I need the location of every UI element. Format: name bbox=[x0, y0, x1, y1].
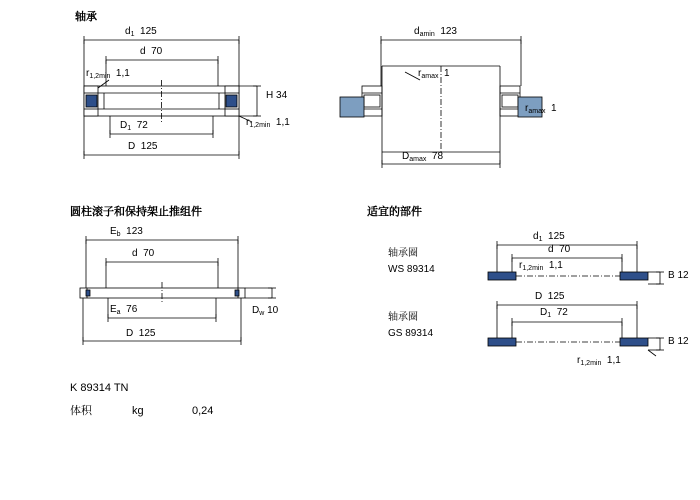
bearing-d1-symbol: d bbox=[125, 26, 131, 37]
washer2-r12min-value: 1,1 bbox=[606, 355, 621, 366]
roller-D-value: 125 bbox=[138, 328, 156, 339]
roller-mass-value: 0,24 bbox=[192, 405, 214, 417]
washer1-d1-dimension bbox=[533, 232, 565, 243]
roller-Eb-symbol: E bbox=[110, 226, 117, 237]
bearing-d1-dimension bbox=[125, 27, 157, 38]
washer1-B-dimension bbox=[668, 271, 689, 281]
washer2-D-symbol: D bbox=[535, 291, 543, 302]
roller-designation: K 89314 TN bbox=[70, 382, 129, 394]
bearing-d-value: 70 bbox=[151, 46, 163, 57]
roller-Ea-subscript: a bbox=[116, 309, 121, 316]
bearing-r12min-top bbox=[86, 69, 130, 80]
bearing-D1-value: 72 bbox=[136, 120, 148, 131]
abutment-Damax-value: 78 bbox=[431, 151, 444, 162]
bearing-d1-subscript: 1 bbox=[130, 31, 135, 38]
bearing-r12min-value: 1,1 bbox=[115, 68, 130, 79]
abutment-Damax-dimension bbox=[402, 152, 443, 163]
washer1-B-symbol: B bbox=[668, 270, 675, 281]
washer2-r12min-dimension bbox=[577, 356, 621, 367]
washer1-d1-symbol: d bbox=[533, 231, 539, 242]
roller-Eb-subscript: b bbox=[116, 231, 121, 238]
bearing-D1-symbol: D bbox=[120, 120, 128, 131]
abutment-ramax2-subscript: amax bbox=[528, 108, 546, 115]
washer2-B-dimension bbox=[668, 337, 689, 347]
bearing-D-dimension bbox=[128, 142, 157, 152]
abutment-ramax-value: 1 bbox=[444, 68, 450, 79]
roller-Eb-value: 123 bbox=[126, 226, 143, 237]
roller-Dw-value: 10 bbox=[267, 305, 279, 316]
abutment-damin-value: 123 bbox=[440, 26, 457, 37]
washer1-d1-subscript: 1 bbox=[538, 236, 543, 243]
roller-mass-unit: kg bbox=[132, 405, 144, 417]
roller-Ea-dimension bbox=[110, 305, 137, 316]
bearing-D1-dimension bbox=[120, 121, 148, 132]
bearing-H-symbol: H bbox=[266, 90, 274, 101]
washer2-B-symbol: B bbox=[668, 336, 675, 347]
roller-Dw-subscript: w bbox=[259, 310, 265, 317]
bearing-D-value: 125 bbox=[140, 141, 158, 152]
washer1-d-symbol: d bbox=[548, 244, 554, 255]
roller-mass-label: 体积 bbox=[70, 405, 92, 417]
suitable-section-title: 适宜的部件 bbox=[367, 206, 422, 218]
roller-Eb-dimension bbox=[110, 227, 143, 238]
washer2-designation: GS 89314 bbox=[388, 328, 434, 339]
bearing-H-value: 34 bbox=[276, 90, 288, 101]
washer2-D1-dimension bbox=[540, 308, 568, 319]
abutment-Damax-subscript: amax bbox=[409, 156, 427, 163]
roller-d-symbol: d bbox=[132, 248, 138, 259]
roller-section-title: 圆柱滚子和保持架止推组件 bbox=[70, 206, 202, 218]
bearing-r12min-subscript: 1,2min bbox=[89, 73, 111, 80]
bearing-section-title: 轴承 bbox=[75, 11, 97, 23]
abutment-Damax-symbol: D bbox=[402, 151, 410, 162]
abutment-ramax-subscript: amax bbox=[421, 73, 439, 80]
abutment-ramax-symbol: r bbox=[418, 68, 422, 79]
roller-Dw-dimension bbox=[252, 306, 278, 317]
roller-D-dimension bbox=[126, 329, 155, 339]
washer2-r12min-symbol: r bbox=[577, 355, 581, 366]
washer2-D1-value: 72 bbox=[556, 307, 568, 318]
roller-Ea-symbol: E bbox=[110, 304, 117, 315]
bearing-D-symbol: D bbox=[128, 141, 136, 152]
abutment-damin-symbol: d bbox=[414, 26, 420, 37]
washer1-r12min-subscript: 1,2min bbox=[522, 265, 544, 272]
washer1-d-dimension bbox=[548, 245, 570, 255]
abutment-ramax2-symbol: r bbox=[525, 103, 529, 114]
roller-D-symbol: D bbox=[126, 328, 134, 339]
washer2-title-line1: 轴承圈 bbox=[388, 312, 418, 323]
abutment-ramax2-dimension bbox=[525, 104, 557, 115]
bearing-r12min-bottom bbox=[246, 118, 290, 129]
abutment-ramax-dimension bbox=[418, 69, 450, 80]
washer2-D1-subscript: 1 bbox=[547, 312, 552, 319]
bearing-H-dimension bbox=[266, 91, 287, 101]
washer1-designation: WS 89314 bbox=[388, 264, 435, 275]
bearing-d1-value: 125 bbox=[140, 26, 157, 37]
roller-d-value: 70 bbox=[143, 248, 155, 259]
washer2-D-value: 125 bbox=[547, 291, 565, 302]
washer1-r12min-dimension bbox=[519, 261, 563, 272]
abutment-damin-dimension bbox=[414, 27, 457, 38]
washer1-d1-value: 125 bbox=[548, 231, 565, 242]
washer1-r12min-symbol: r bbox=[519, 260, 523, 271]
bearing-d-dimension bbox=[140, 47, 162, 57]
washer1-d-value: 70 bbox=[559, 244, 571, 255]
washer1-r12min-value: 1,1 bbox=[548, 260, 563, 271]
bearing-r12min-subscript-2: 1,2min bbox=[249, 122, 271, 129]
bearing-d-symbol: d bbox=[140, 46, 146, 57]
washer1-title-line1: 轴承圈 bbox=[388, 248, 418, 259]
washer2-B-value: 12 bbox=[677, 336, 689, 347]
abutment-ramax2-value: 1 bbox=[551, 103, 557, 114]
roller-d-dimension bbox=[132, 249, 154, 259]
washer2-D1-symbol: D bbox=[540, 307, 548, 318]
bearing-r12min-symbol-2: r bbox=[246, 117, 250, 128]
washer2-D-dimension bbox=[535, 292, 564, 302]
abutment-damin-subscript: amin bbox=[419, 31, 435, 38]
bearing-r12min-value-2: 1,1 bbox=[275, 117, 290, 128]
washer1-B-value: 12 bbox=[677, 270, 689, 281]
washer2-r12min-subscript: 1,2min bbox=[580, 360, 602, 367]
roller-Ea-value: 76 bbox=[126, 304, 138, 315]
bearing-D1-subscript: 1 bbox=[127, 125, 132, 132]
roller-Dw-symbol: D bbox=[252, 305, 260, 316]
bearing-r12min-symbol: r bbox=[86, 68, 90, 79]
